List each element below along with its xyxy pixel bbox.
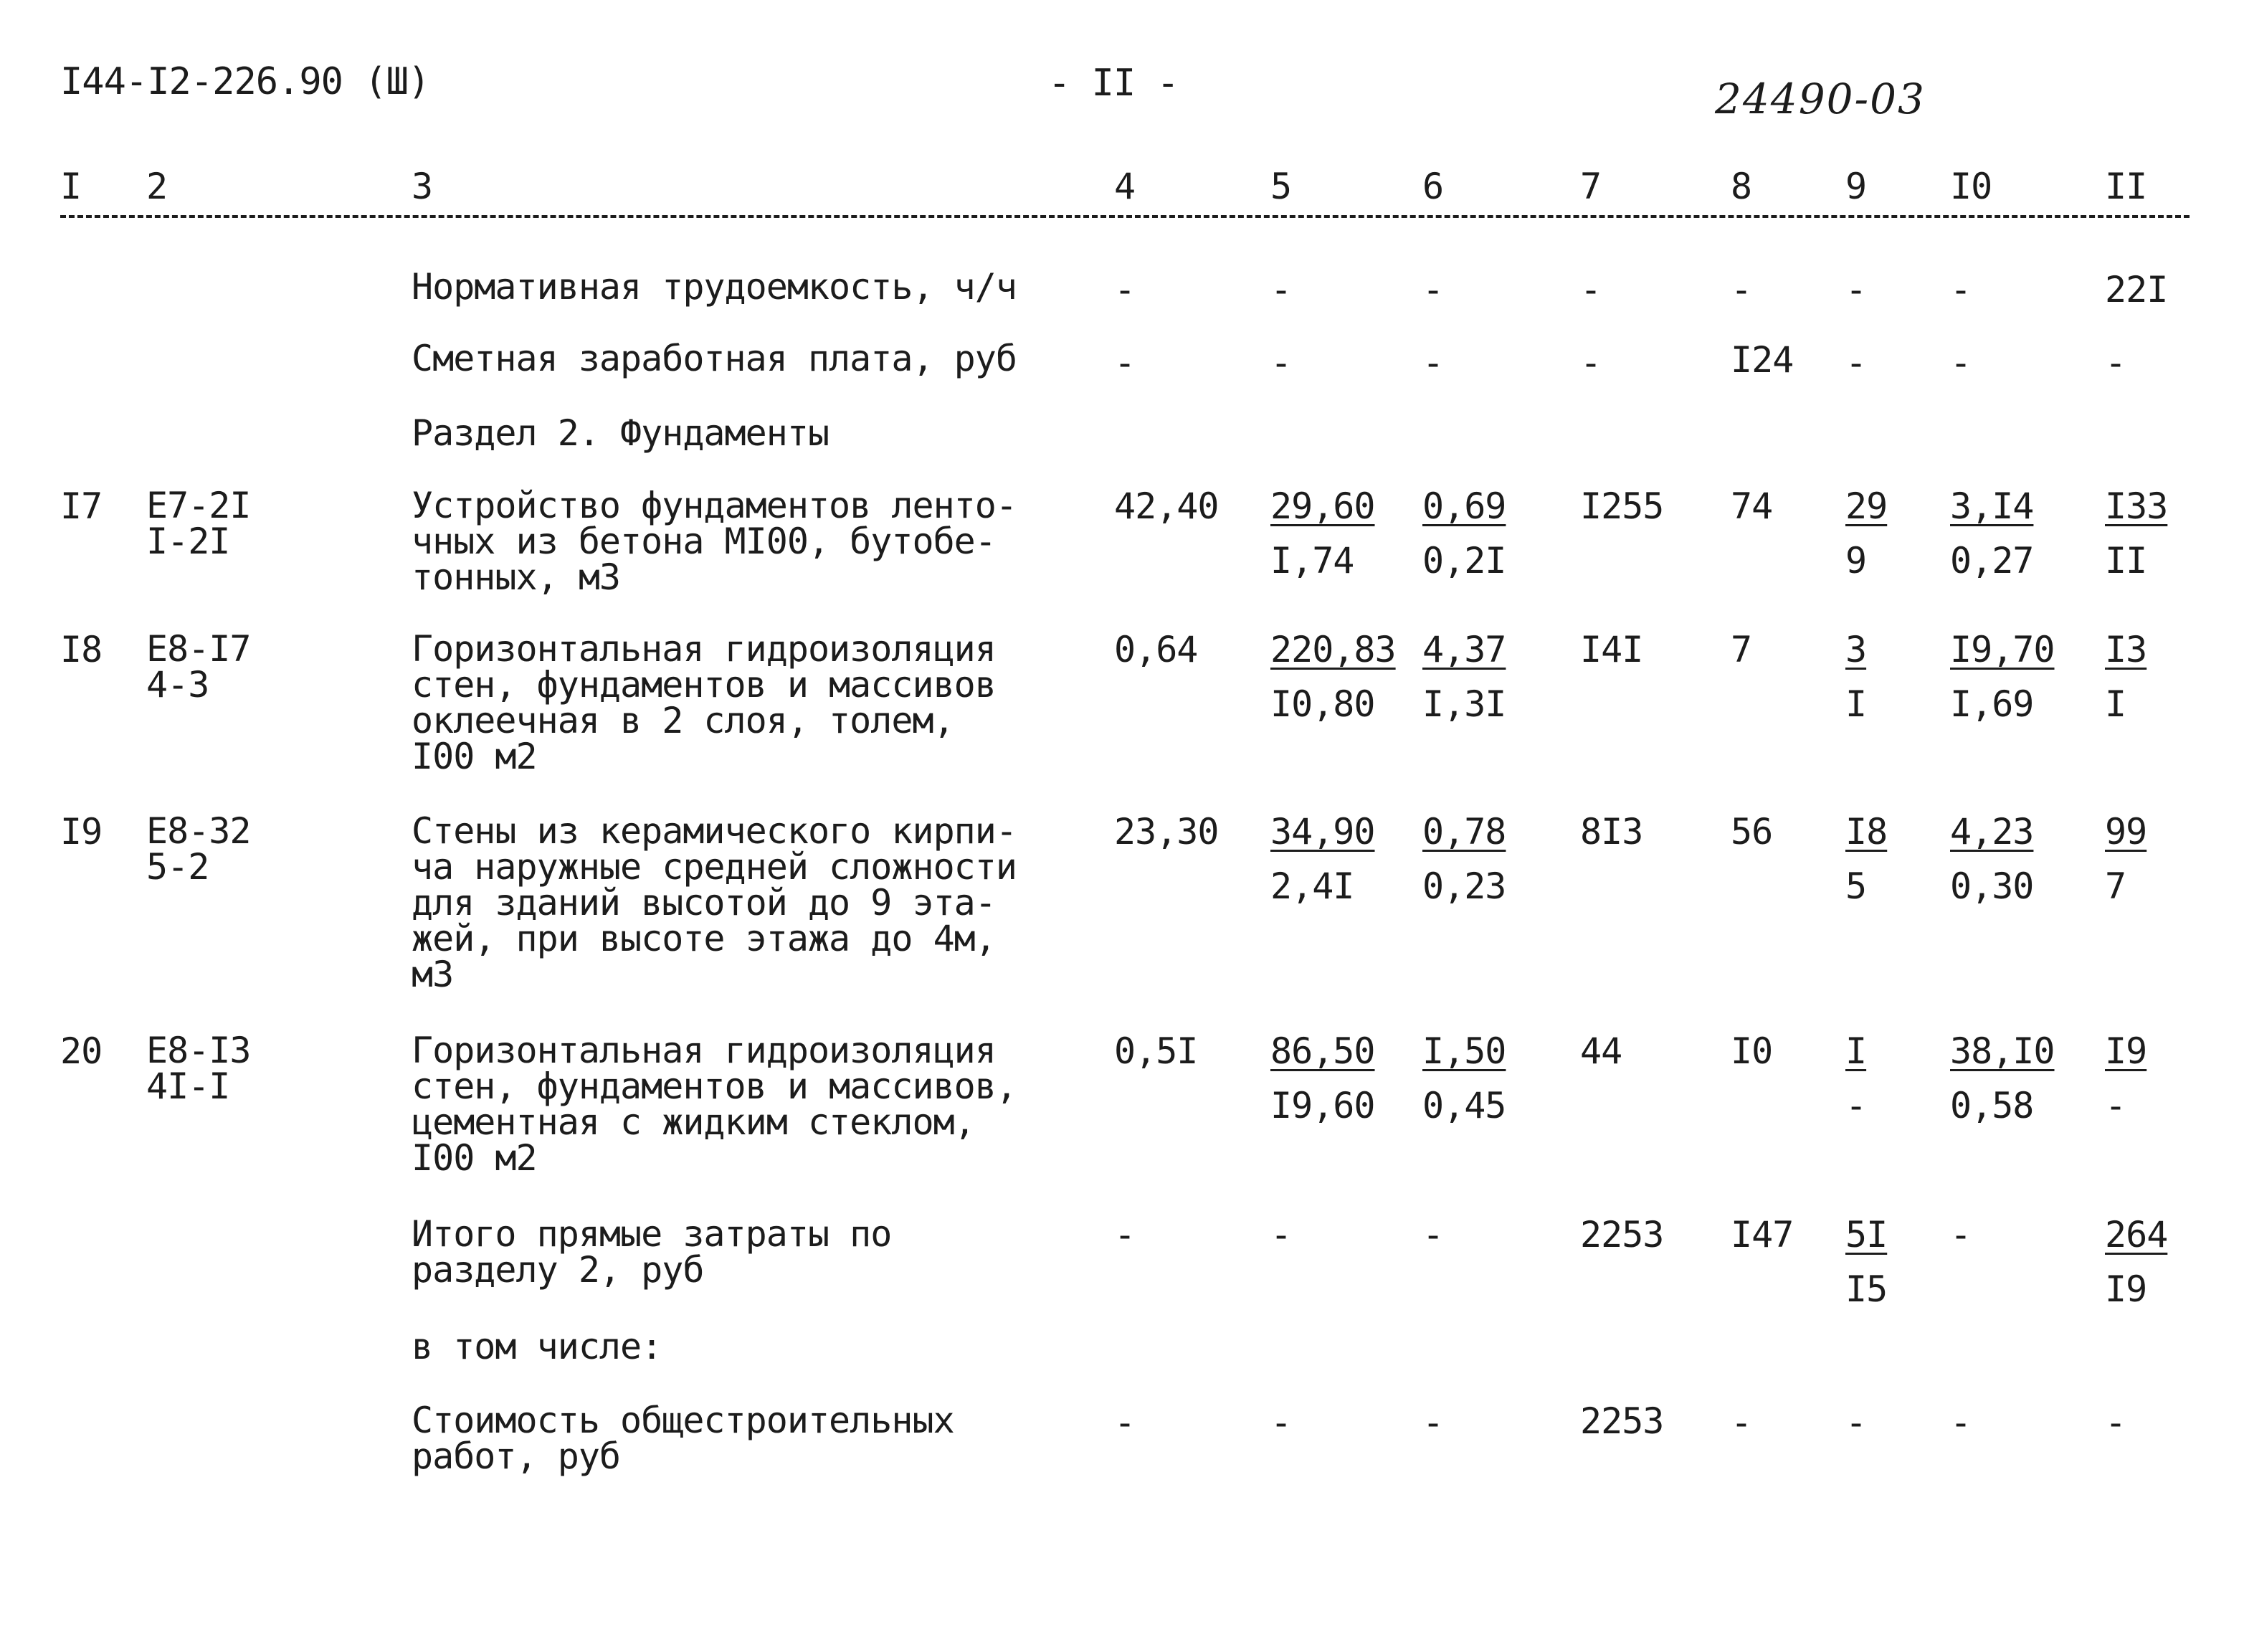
row-description: Итого прямые затраты по разделу 2, руб	[412, 1213, 892, 1291]
cell-col8: I24	[1731, 339, 1794, 381]
cell-col5-bottom: I0,80	[1270, 683, 1375, 725]
cell-col11-bottom: -	[2105, 1085, 2126, 1126]
cell-col5-top: 29,60	[1270, 485, 1375, 527]
cell-col7: I255	[1580, 485, 1664, 527]
cell-col10-bottom: I,69	[1950, 683, 2034, 725]
cell-col4: 23,30	[1114, 811, 1219, 853]
cell-col6-top: I,50	[1422, 1030, 1506, 1072]
cell-col8: 74	[1731, 485, 1773, 527]
cell-col7: 2253	[1580, 1400, 1664, 1442]
column-header: 3	[412, 166, 433, 207]
cell-col9-top: 5I	[1845, 1214, 1888, 1255]
cell-col9-top: 3	[1845, 629, 1867, 670]
cell-col4: -	[1114, 269, 1136, 310]
cell-col6: -	[1422, 269, 1444, 310]
cell-col7: 2253	[1580, 1214, 1664, 1255]
cell-col9-top: 29	[1845, 485, 1888, 527]
cell-col10-top: 4,23	[1950, 811, 2034, 853]
cell-col4: 42,40	[1114, 485, 1219, 527]
cell-col5-bottom: I,74	[1270, 540, 1354, 581]
cell-col10-top: 38,I0	[1950, 1030, 2055, 1072]
cell-col8: I0	[1731, 1030, 1773, 1072]
cell-col10: -	[1950, 269, 1972, 310]
row-code: Е8-I7 4-3	[146, 628, 251, 706]
cell-col5: -	[1270, 1402, 1292, 1443]
page-number: - II -	[1048, 62, 1179, 105]
column-header: 2	[146, 166, 168, 207]
column-header: I0	[1950, 166, 1992, 207]
cell-col4: -	[1114, 342, 1136, 384]
cell-col8: 56	[1731, 811, 1773, 853]
row-description: Горизонтальная гидроизоляция стен, фундаментов и массивов, цементная с жидким стеклом, I00 м2	[412, 1030, 1017, 1179]
row-number: I8	[60, 629, 103, 670]
cell-col7: -	[1580, 342, 1602, 384]
cell-col5-top: 86,50	[1270, 1030, 1375, 1072]
row-description: Устройство фундаментов ленто- чных из бетона МI00, бутобе- тонных, м3	[412, 485, 1017, 598]
cell-col5: -	[1270, 1214, 1292, 1255]
cell-col4: 0,64	[1114, 629, 1198, 670]
column-header: 7	[1580, 166, 1602, 207]
row-number: I9	[60, 811, 103, 853]
cell-col5: -	[1270, 269, 1292, 310]
cell-col10-bottom: 0,58	[1950, 1085, 2034, 1126]
cell-col8: I47	[1731, 1214, 1794, 1255]
cell-col5: -	[1270, 342, 1292, 384]
cell-col6-bottom: 0,45	[1422, 1085, 1506, 1126]
cell-col6-top: 0,69	[1422, 485, 1506, 527]
cell-col11-bottom: I	[2105, 683, 2126, 725]
cell-col9: -	[1845, 342, 1867, 384]
cell-col9-bottom: I5	[1845, 1268, 1888, 1310]
cell-col11-bottom: I9	[2105, 1268, 2147, 1310]
cell-col6-bottom: 0,2I	[1422, 540, 1506, 581]
row-description: Горизонтальная гидроизоляция стен, фундаментов и массивов оклеечная в 2 слоя, толем, I00 м2	[412, 628, 996, 777]
cell-col5-bottom: I9,60	[1270, 1085, 1375, 1126]
including-label: в том числе:	[412, 1326, 662, 1367]
cell-col6: -	[1422, 342, 1444, 384]
cell-col10: -	[1950, 1214, 1972, 1255]
cell-col6: -	[1422, 1402, 1444, 1443]
cell-col10-bottom: 0,27	[1950, 540, 2034, 581]
cell-col9: -	[1845, 1402, 1867, 1443]
row-number: I7	[60, 485, 103, 527]
column-header: 6	[1422, 166, 1444, 207]
cell-col5-top: 220,83	[1270, 629, 1396, 670]
cell-col11-bottom: 7	[2105, 865, 2126, 907]
cell-col6-bottom: I,3I	[1422, 683, 1506, 725]
row-number: 20	[60, 1030, 103, 1072]
cell-col10-bottom: 0,30	[1950, 865, 2034, 907]
cell-col4: -	[1114, 1402, 1136, 1443]
cell-col9-bottom: 9	[1845, 540, 1867, 581]
column-header: 9	[1845, 166, 1867, 207]
cell-col6-top: 0,78	[1422, 811, 1506, 853]
cell-col11-top: I9	[2105, 1030, 2147, 1072]
cell-col11: -	[2105, 342, 2126, 384]
cell-col5-top: 34,90	[1270, 811, 1375, 853]
row-description: Нормативная трудоемкость, ч/ч	[412, 266, 1017, 308]
cell-col7: -	[1580, 269, 1602, 310]
header-dashed-rule	[60, 215, 2190, 218]
column-header: 4	[1114, 166, 1136, 207]
cell-col8: 7	[1731, 629, 1752, 670]
cell-col11-top: I3	[2105, 629, 2147, 670]
cell-col9-bottom: I	[1845, 683, 1867, 725]
cell-col4: 0,5I	[1114, 1030, 1198, 1072]
cell-col8: -	[1731, 1402, 1752, 1443]
column-header: II	[2105, 166, 2147, 207]
column-header: 5	[1270, 166, 1292, 207]
cell-col10: -	[1950, 1402, 1972, 1443]
cell-col9: -	[1845, 269, 1867, 310]
row-code: Е8-I3 4I-I	[146, 1030, 251, 1107]
column-header: I	[60, 166, 82, 207]
cell-col8: -	[1731, 269, 1752, 310]
cell-col9-top: I	[1845, 1030, 1867, 1072]
cell-col4: -	[1114, 1214, 1136, 1255]
cell-col7: 8I3	[1580, 811, 1643, 853]
cell-col5-bottom: 2,4I	[1270, 865, 1354, 907]
cell-col10-top: I9,70	[1950, 629, 2055, 670]
row-description: Стены из керамического кирпи- ча наружные средней сложности для зданий высотой до 9 эта- жей, при высоте этажа до 4м, м3	[412, 810, 1017, 995]
cell-col6-bottom: 0,23	[1422, 865, 1506, 907]
row-description: Стоимость общестроительных работ, руб	[412, 1400, 954, 1477]
cell-col6-top: 4,37	[1422, 629, 1506, 670]
cell-col10: -	[1950, 342, 1972, 384]
document-code: I44-I2-226.90 (Ш)	[60, 60, 430, 103]
cell-col9-bottom: -	[1845, 1085, 1867, 1126]
cell-col9-top: I8	[1845, 811, 1888, 853]
cell-col9-bottom: 5	[1845, 865, 1867, 907]
cell-col7: I4I	[1580, 629, 1643, 670]
cell-col6: -	[1422, 1214, 1444, 1255]
cell-col11-top: I33	[2105, 485, 2168, 527]
row-description: Сметная заработная плата, руб	[412, 338, 1017, 379]
row-code: Е8-32 5-2	[146, 810, 251, 888]
column-header: 8	[1731, 166, 1752, 207]
section-title: Раздел 2. Фундаменты	[412, 412, 829, 454]
cell-col11-top: 99	[2105, 811, 2147, 853]
cell-col7: 44	[1580, 1030, 1622, 1072]
cell-col11: -	[2105, 1402, 2126, 1443]
cell-col10-top: 3,I4	[1950, 485, 2034, 527]
cell-col11-bottom: II	[2105, 540, 2147, 581]
cell-col11-top: 264	[2105, 1214, 2168, 1255]
handwritten-number: 24490-03	[1715, 75, 1926, 123]
cell-col11: 22I	[2105, 269, 2168, 310]
row-code: Е7-2I I-2I	[146, 485, 251, 562]
